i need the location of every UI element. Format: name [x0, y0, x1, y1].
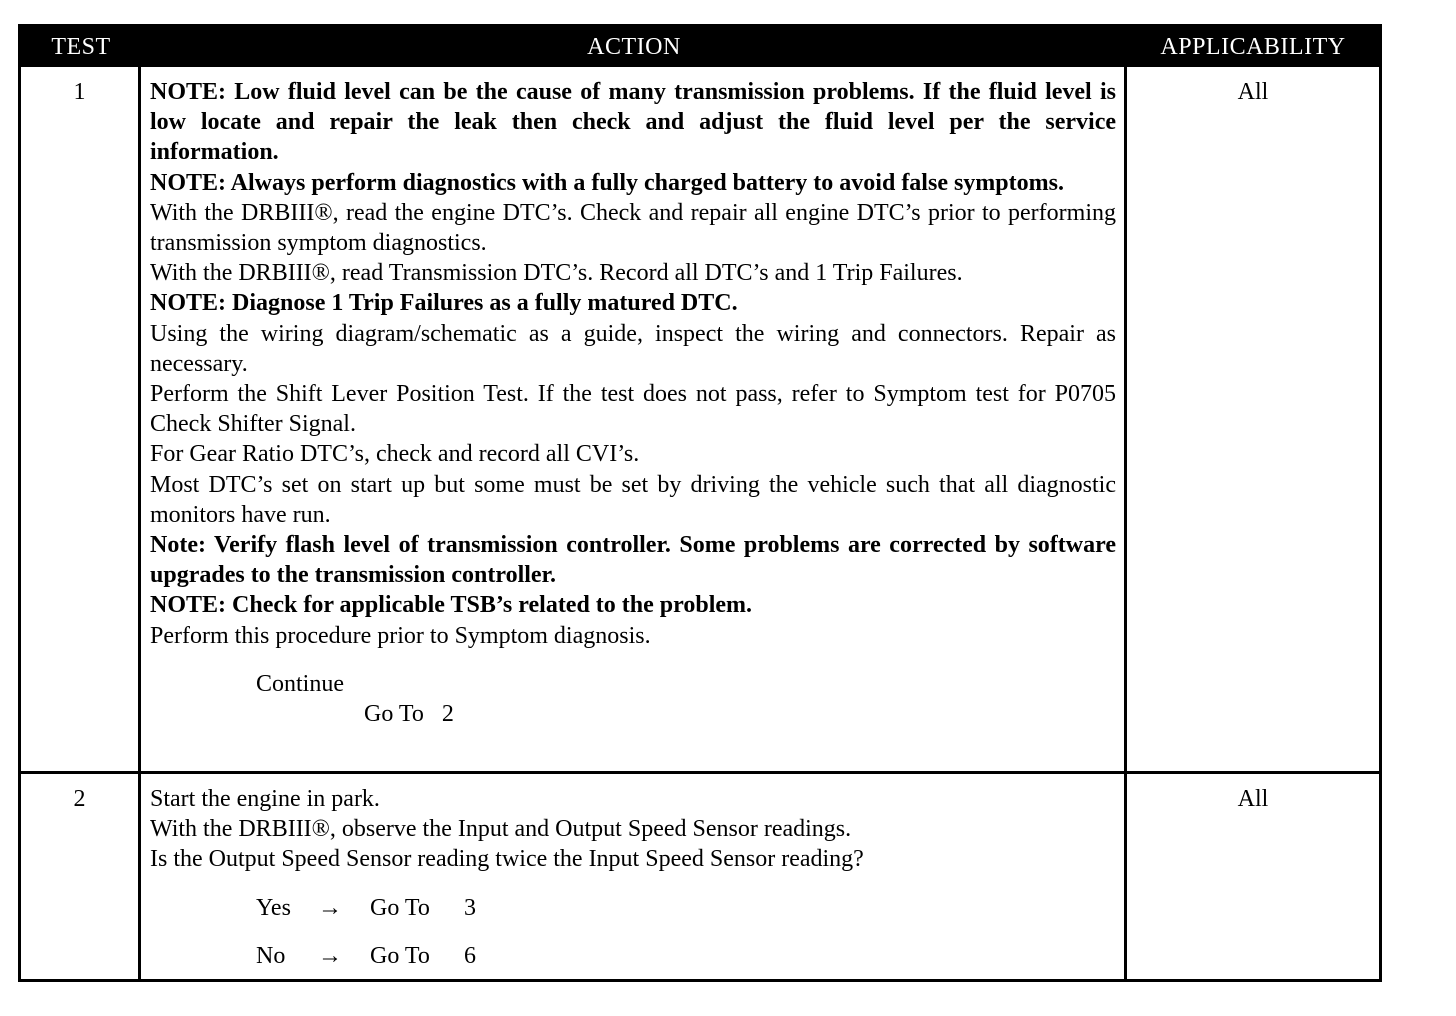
- answer-label: Yes: [256, 894, 291, 921]
- test-number: 1: [21, 67, 141, 771]
- goto-target: 6: [464, 942, 476, 969]
- instruction-paragraph: With the DRBIII®, read the engine DTC’s. Check and repair all engine DTC’s prior to performing transmission symptom diagnostics.: [150, 199, 1116, 257]
- instruction-paragraph: Perform the Shift Lever Position Test. If the test does not pass, refer to Symptom test for P0705 Check Shifter Signal.: [150, 381, 1116, 438]
- goto-label: Go To: [370, 894, 430, 921]
- header-applicability: APPLICABILITY: [1160, 33, 1346, 60]
- instruction-paragraph: Perform this procedure prior to Symptom diagnosis.: [150, 622, 651, 649]
- continue-label: Continue: [256, 670, 344, 697]
- yes-branch: [256, 893, 1116, 923]
- question-paragraph: Is the Output Speed Sensor reading twice the Input Speed Sensor reading?: [150, 846, 864, 873]
- diagnostic-table: [18, 24, 1382, 982]
- applicability-value: All: [1237, 786, 1269, 812]
- instruction-paragraph: Most DTC’s set on start up but some must be set by driving the vehicle such that all diagnostic monitors have run.: [150, 471, 1116, 528]
- goto-target: 3: [464, 894, 476, 921]
- answer-label: No: [256, 942, 286, 969]
- instruction-paragraph: Using the wiring diagram/schematic as a guide, inspect the wiring and connectors. Repair as necessary.: [150, 320, 1116, 377]
- no-branch: [256, 941, 1116, 971]
- note-paragraph: Note: Verify flash level of transmission controller. Some problems are corrected by software upgrades to the transmission controller.: [150, 532, 1116, 589]
- instruction-paragraph: With the DRBIII®, read Transmission DTC’s. Record all DTC’s and 1 Trip Failures.: [150, 260, 963, 287]
- goto-label: Go To: [370, 942, 430, 969]
- header-action: ACTION: [587, 33, 681, 60]
- note-paragraph: NOTE: Low fluid level can be the cause of many transmission problems. If the fluid level is low locate and repair the leak then check and adjust the fluid level per the service information.: [150, 79, 1116, 166]
- table-row: [21, 67, 1379, 771]
- arrow-icon: →: [318, 942, 342, 969]
- table-header: [21, 27, 1379, 67]
- action-cell: [141, 67, 1127, 771]
- header-test: TEST: [51, 33, 111, 60]
- continue-goto: Go To 2: [364, 701, 454, 728]
- note-paragraph: NOTE: Diagnose 1 Trip Failures as a fully matured DTC.: [150, 290, 738, 317]
- test-number: 2: [21, 774, 141, 979]
- arrow-icon: →: [318, 894, 342, 921]
- table-row: [21, 771, 1379, 979]
- note-paragraph: NOTE: Check for applicable TSB’s related to the problem.: [150, 592, 753, 619]
- note-paragraph: NOTE: Always perform diagnostics with a fully charged battery to avoid false symptoms.: [150, 169, 1064, 196]
- instruction-paragraph: For Gear Ratio DTC’s, check and record all CVI’s.: [150, 441, 640, 468]
- applicability-value: All: [1237, 79, 1269, 105]
- action-cell: [141, 774, 1127, 979]
- instruction-paragraph: Start the engine in park.: [150, 786, 380, 812]
- instruction-paragraph: With the DRBIII®, observe the Input and Output Speed Sensor readings.: [150, 816, 852, 843]
